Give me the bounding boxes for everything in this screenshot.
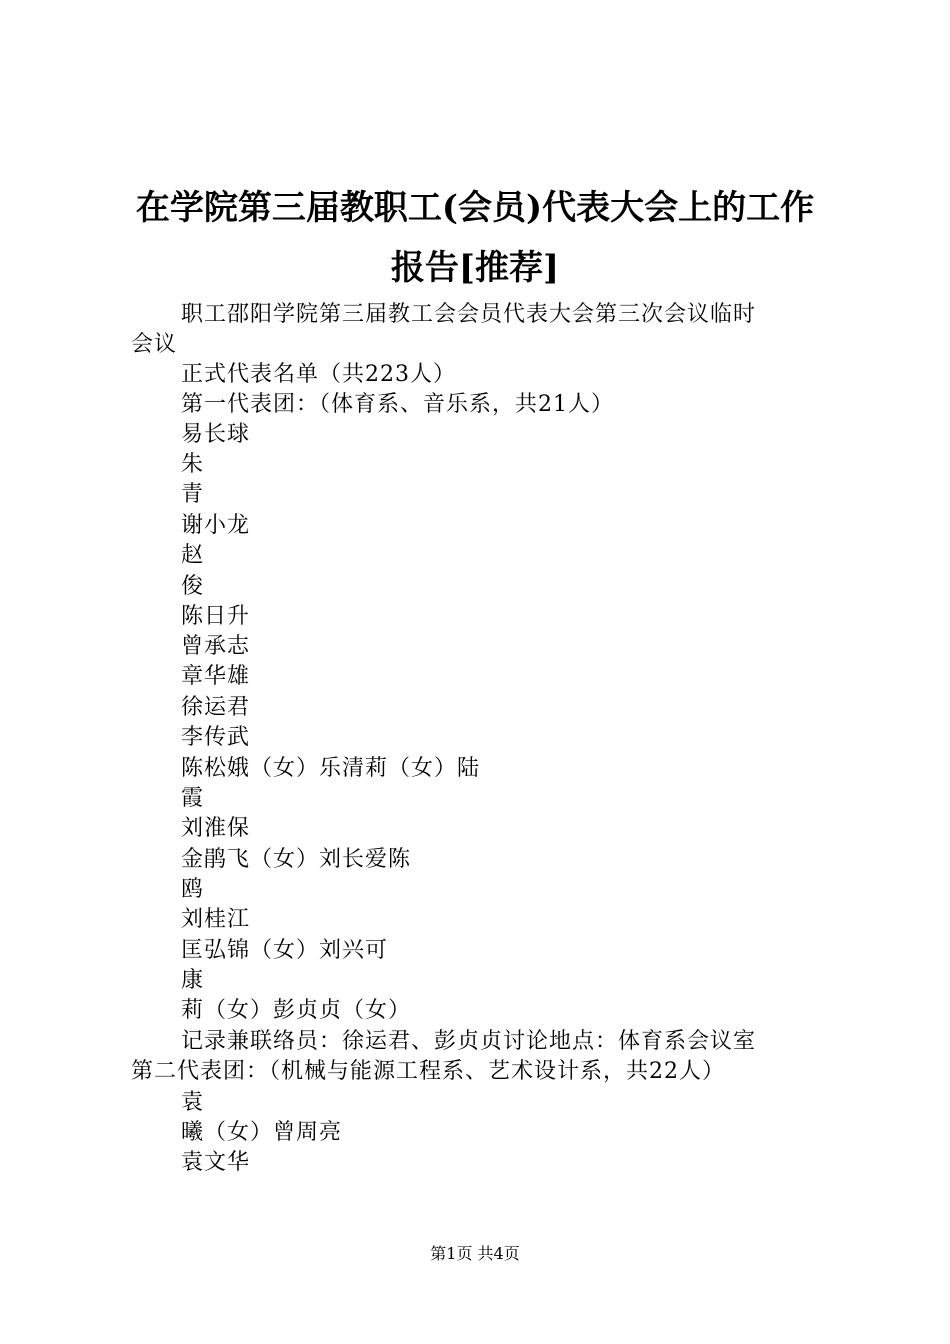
body-line: 康 [181,968,205,993]
body-line: 记录兼联络员：徐运君、彭贞贞讨论地点：体育系会议室 [181,1029,757,1054]
body-line: 易长球 [181,422,251,447]
body-line: 刘淮保 [181,816,251,841]
body-line: 鸥 [181,877,205,902]
body-line: 霞 [181,786,205,811]
body-line: 青 [181,482,205,507]
body-line: 匡弘锦（女）刘兴可 [181,938,389,963]
body-line: 袁 [181,1090,205,1115]
body-line: 莉（女）彭贞贞（女） [181,998,412,1023]
body-line: 第一代表团：（体育系、音乐系，共21人） [181,392,614,417]
body-line: 朱 [181,452,205,477]
body-line: 袁文华 [181,1150,251,1175]
body-line: 徐运君 [181,695,251,720]
body-line: 刘桂江 [181,907,251,932]
body-line: 曾承志 [181,634,251,659]
page-footer: 第1页 共4页 [430,1244,520,1263]
body-line: 赵 [181,543,205,568]
document-title-line-1: 在学院第三届教职工(会员)代表大会上的工作 [135,188,815,228]
body-line: 金鹃飞（女）刘长爱陈 [181,847,412,872]
body-line: 章华雄 [181,664,251,689]
body-line: 曦（女）曾周亮 [181,1120,343,1145]
body-line: 正式代表名单（共223人） [181,362,456,387]
body-line: 陈松娥（女）乐清莉（女）陆 [181,756,481,781]
body-line: 陈日升 [181,604,251,629]
body-line: 俊 [181,574,205,599]
body-line: 李传武 [181,725,251,750]
body-line: 职工邵阳学院第三届教工会会员代表大会第三次会议临时 [181,302,757,327]
body-line: 会议 [131,332,178,357]
document-title-line-2: 报告[推荐] [390,248,560,288]
body-line: 谢小龙 [181,513,251,538]
body-line: 第二代表团：（机械与能源工程系、艺术设计系，共22人） [131,1059,725,1084]
